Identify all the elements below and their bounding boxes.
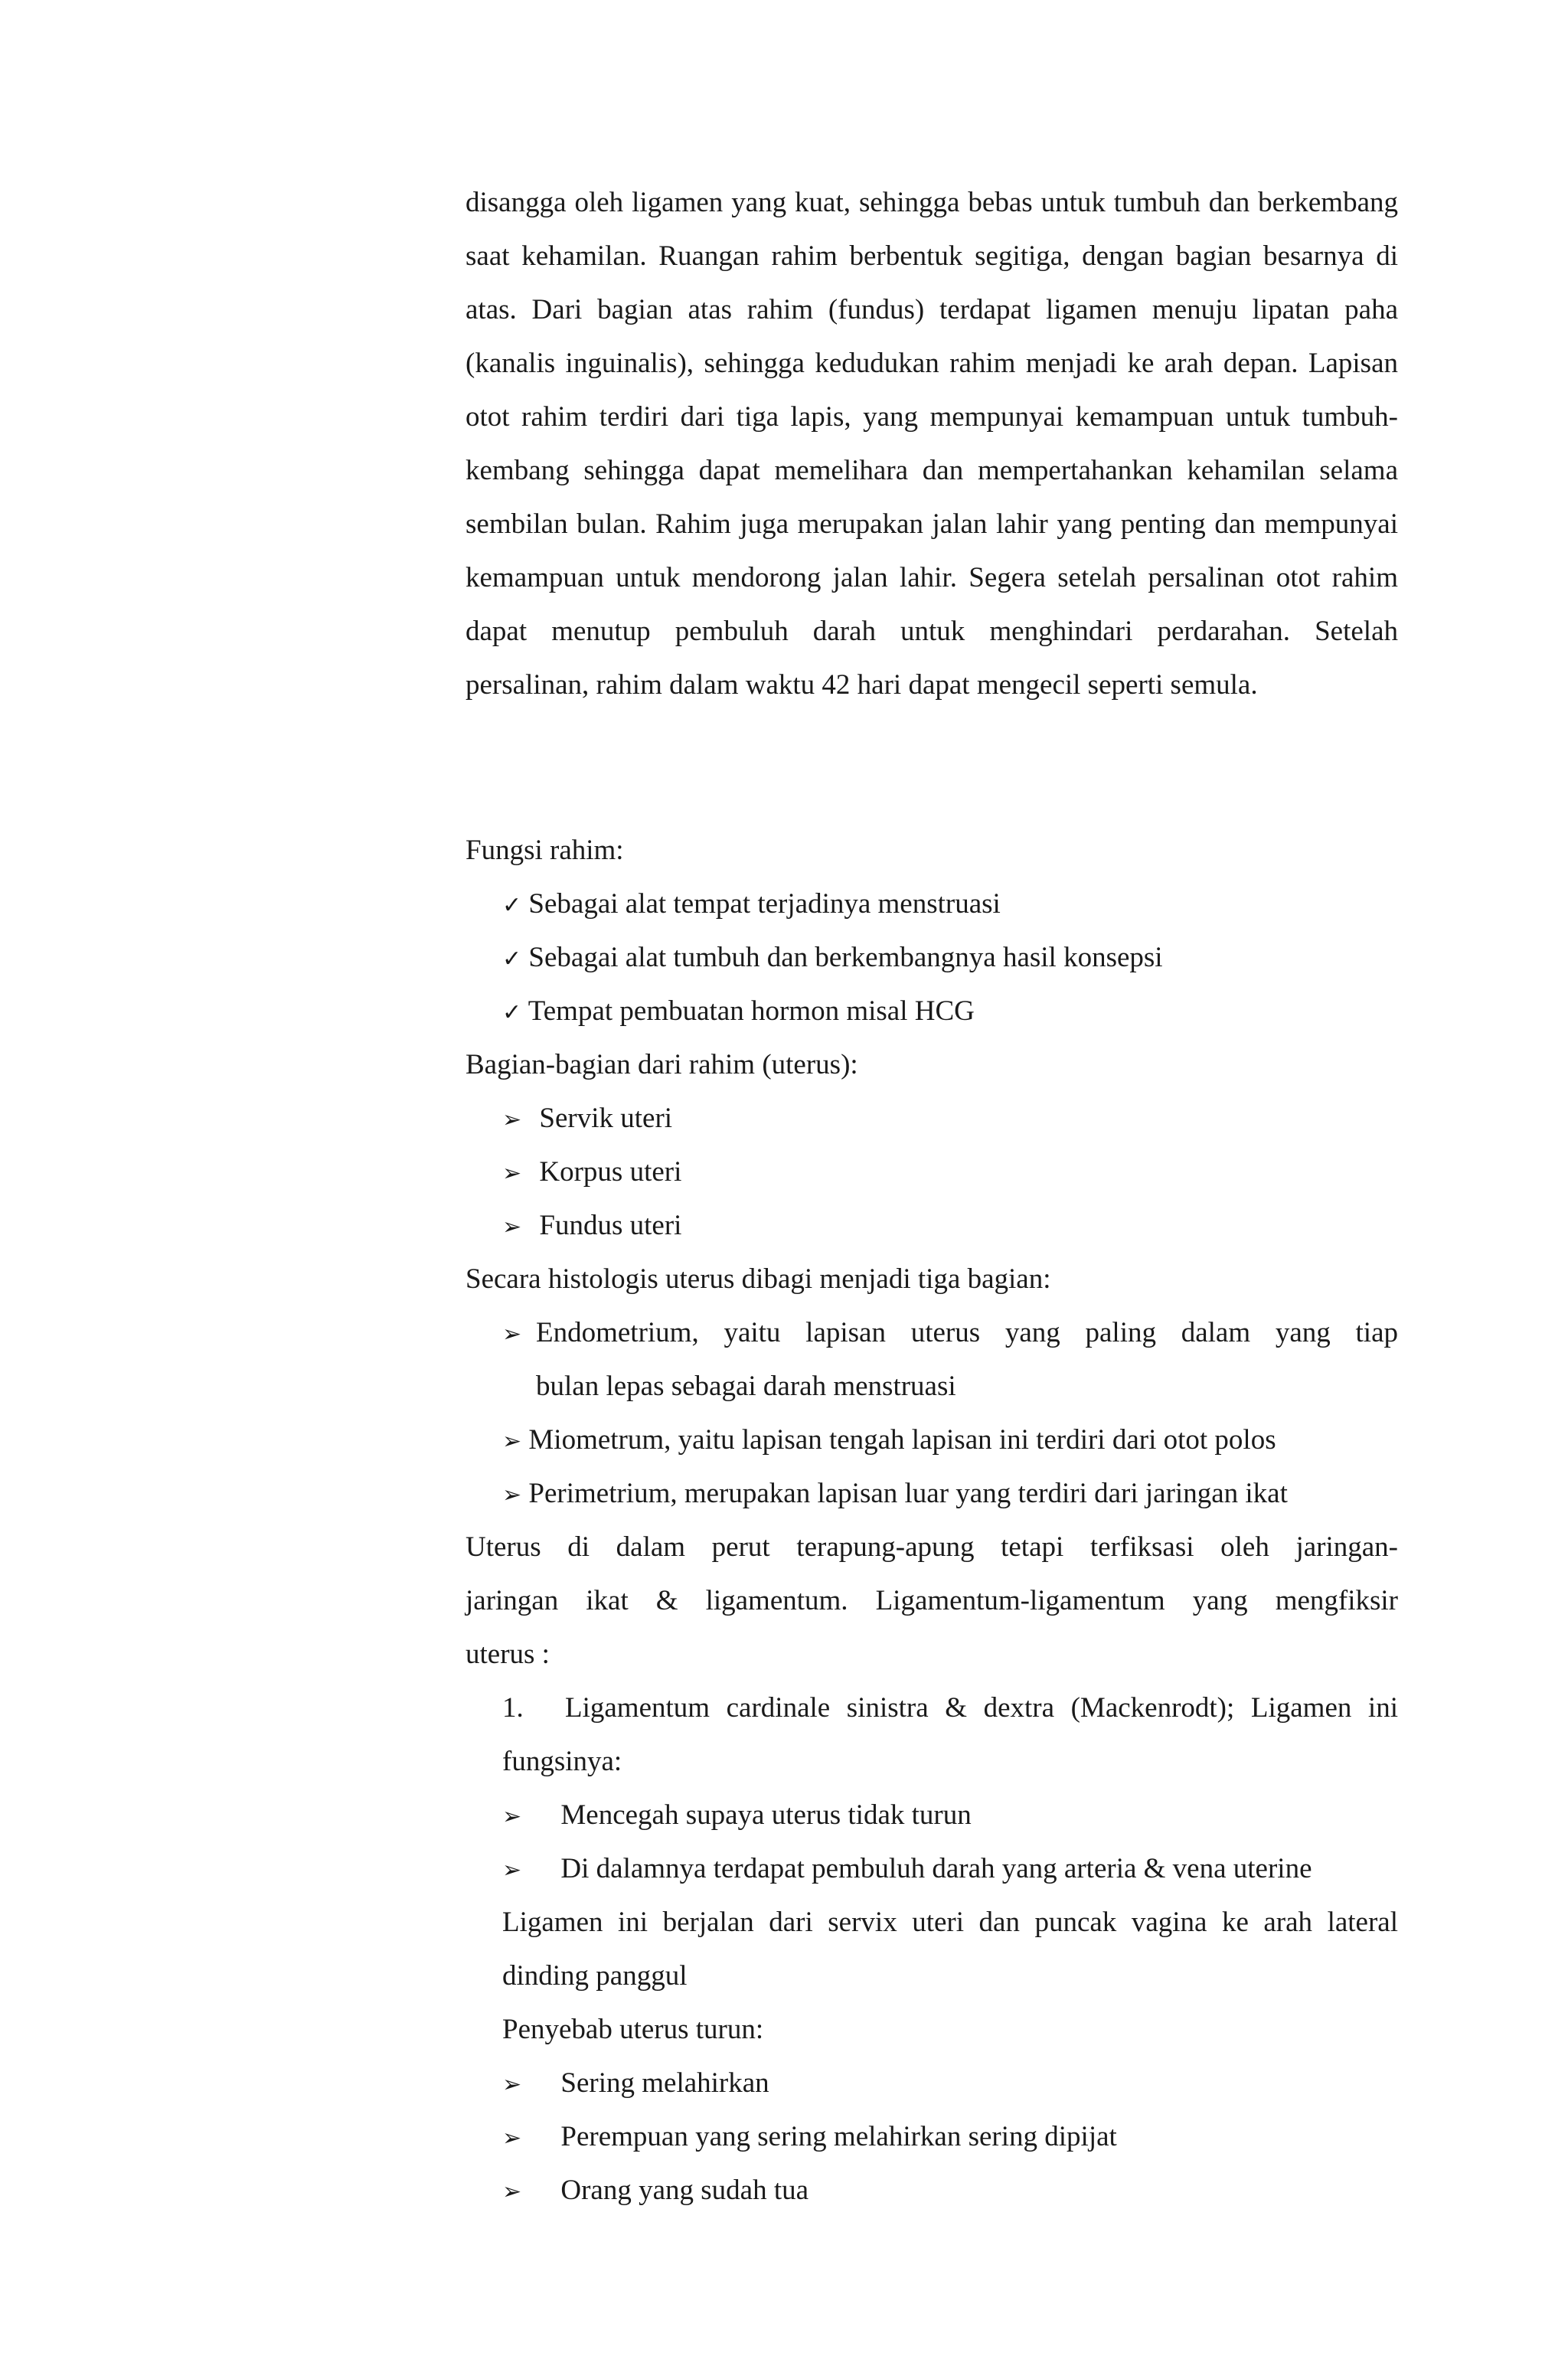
arrowhead-bullet-icon: ➢ — [502, 1214, 522, 1240]
bagian-heading: Bagian-bagian dari rahim (uterus): — [466, 1049, 858, 1080]
ligamentum-desc-line-2: dinding panggul — [502, 1960, 688, 1992]
arrowhead-bullet-icon: ➢ — [502, 1321, 522, 1348]
list-item: ➢ Mencegah supaya uterus tidak turun — [502, 1799, 972, 1831]
arrowhead-bullet-icon: ➢ — [502, 1482, 522, 1508]
check-mark-icon: ✓ — [502, 892, 522, 919]
list-item: ✓ Sebagai alat tumbuh dan berkembangnya hasil konsepsi — [502, 942, 1163, 973]
list-item: ➢ Fundus uteri — [502, 1210, 682, 1241]
list-item: ➢ Sering melahirkan — [502, 2067, 769, 2099]
list-number: 1. — [502, 1692, 524, 1724]
arrowhead-bullet-icon: ➢ — [502, 1857, 522, 1884]
list-item: ➢ Servik uteri — [502, 1103, 673, 1134]
arrowhead-bullet-icon: ➢ — [502, 2125, 522, 2152]
list-item: ➢ Di dalamnya terdapat pembuluh darah yang arteria & vena uterine — [502, 1853, 1312, 1884]
list-item: ➢ Miometrum, yaitu lapisan tengah lapisan ini terdiri dari otot polos — [502, 1424, 1276, 1456]
list-item: ➢ Orang yang sudah tua — [502, 2175, 809, 2206]
check-mark-icon: ✓ — [502, 999, 522, 1026]
list-item: ➢ Korpus uteri — [502, 1156, 682, 1188]
histologi-heading: Secara histologis uterus dibagi menjadi tiga bagian: — [466, 1263, 1051, 1295]
arrowhead-bullet-icon: ➢ — [502, 1428, 522, 1455]
fungsi-heading: Fungsi rahim: — [466, 835, 624, 866]
arrowhead-bullet-icon: ➢ — [502, 2178, 522, 2205]
uterus-paragraph-line-2: jaringan ikat & ligamentum. Ligamentum-ligamentum yang mengfiksir — [466, 1585, 1398, 1616]
arrowhead-bullet-icon: ➢ — [502, 1106, 522, 1133]
list-item: ✓ Tempat pembuatan hormon misal HCG — [502, 995, 975, 1027]
ligamentum-line-1: Ligamentum cardinale sinistra & dextra (Mackenrodt); Ligamen ini — [565, 1692, 1398, 1724]
list-item: ✓ Sebagai alat tempat terjadinya menstruasi — [502, 888, 1001, 920]
penyebab-heading: Penyebab uterus turun: — [502, 2014, 764, 2045]
ligamentum-line-2: fungsinya: — [502, 1746, 622, 1777]
list-item: ➢ Perempuan yang sering melahirkan sering dipijat — [502, 2121, 1117, 2152]
uterus-paragraph-line-1: Uterus di dalam perut terapung-apung tetapi terfiksasi oleh jaringan- — [466, 1531, 1398, 1563]
arrowhead-bullet-icon: ➢ — [502, 1803, 522, 1830]
histologi-item-1-line-1: Endometrium, yaitu lapisan uterus yang paling dalam yang tiap — [536, 1317, 1398, 1348]
intro-paragraph: disangga oleh ligamen yang kuat, sehingga bebas untuk tumbuh dan berkembang saat kehamilan. Ruangan rahim berbentuk segitiga, dengan bagian besarnya di atas. Dari bagian atas rahim (fundus) terdapat ligamen menuju lipatan paha (kanalis inguinalis), sehingga kedudukan rahim menjadi ke arah depan. Lapisan otot rahim terdiri dari tiga lapis, yang mempunyai kemampuan untuk tumbuh-kembang sehingga dapat memelihara dan mempertahankan kehamilan selama sembilan bulan. Rahim juga merupakan jalan lahir yang penting dan mempunyai kemampuan untuk mendorong jalan lahir. Segera setelah persalinan otot rahim dapat menutup pembuluh darah untuk menghindari perdarahan. Setelah persalinan, rahim dalam waktu 42 hari dapat mengecil seperti semula. — [466, 187, 1398, 701]
uterus-paragraph-line-3: uterus : — [466, 1639, 550, 1670]
ligamentum-desc-line-1: Ligamen ini berjalan dari servix uteri dan puncak vagina ke arah lateral — [502, 1907, 1398, 1938]
list-item — [502, 1306, 521, 1361]
histologi-item-1-line-2: bulan lepas sebagai darah menstruasi — [536, 1371, 956, 1402]
list-item: ➢ Perimetrium, merupakan lapisan luar yang terdiri dari jaringan ikat — [502, 1478, 1288, 1509]
check-mark-icon: ✓ — [502, 946, 522, 972]
arrowhead-bullet-icon: ➢ — [502, 2071, 522, 2098]
arrowhead-bullet-icon: ➢ — [502, 1160, 522, 1187]
